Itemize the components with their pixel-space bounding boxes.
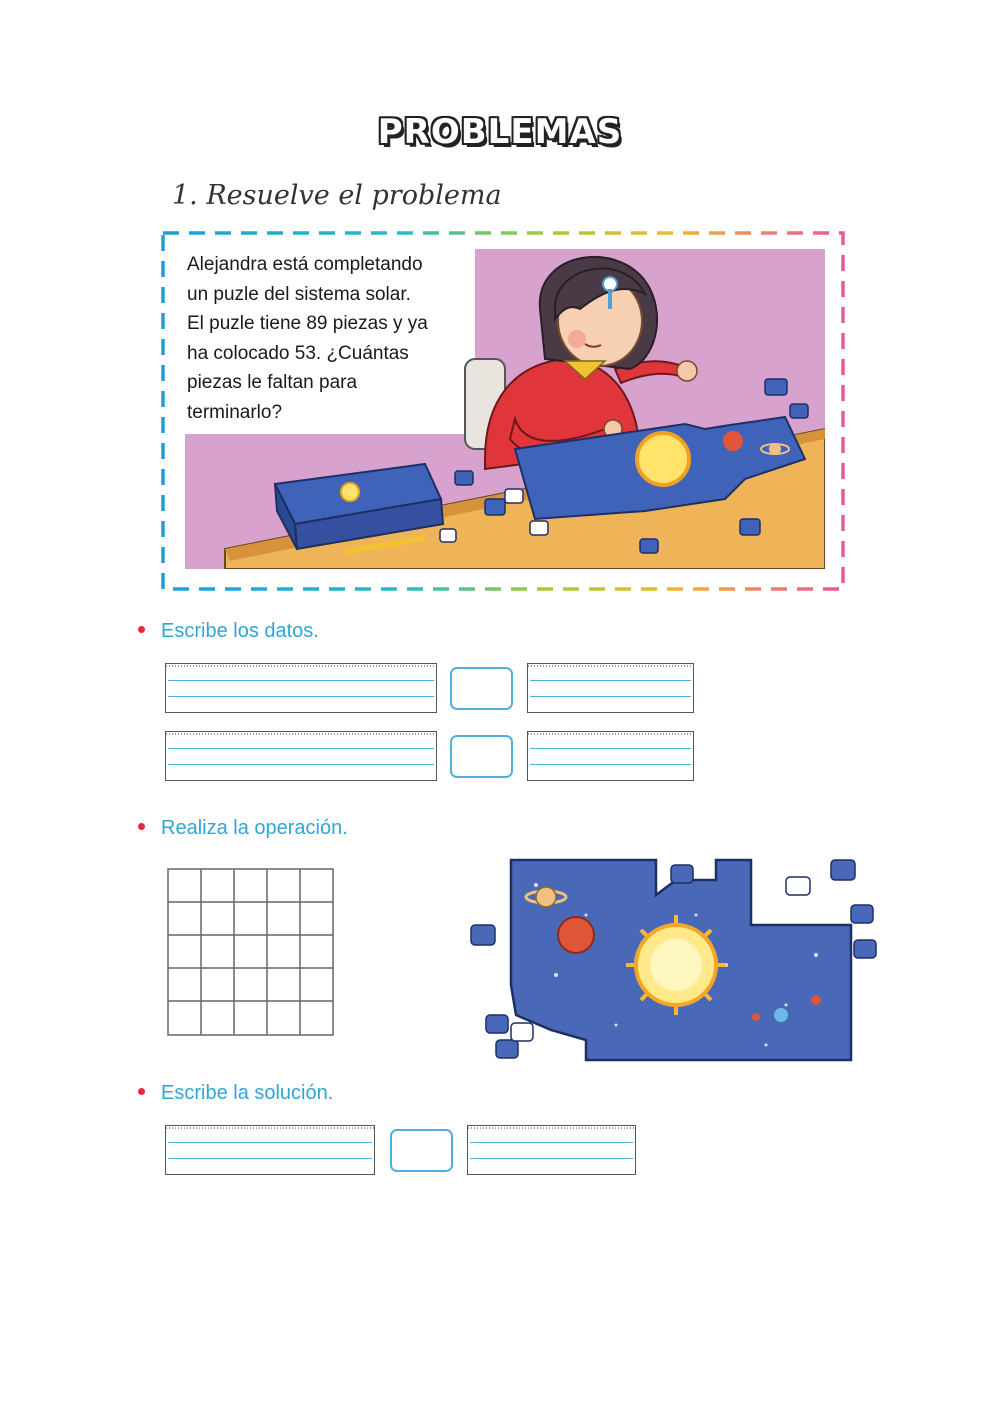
solucion-text-field[interactable]: [165, 1125, 375, 1175]
problem-statement: [187, 250, 472, 427]
problem-line: piezas le faltan para: [187, 372, 358, 393]
red-dot-icon: [138, 823, 145, 830]
operation-grid[interactable]: [167, 868, 335, 1038]
datos-text-field-1[interactable]: [165, 663, 437, 713]
solucion-number-box[interactable]: [390, 1129, 453, 1172]
section-solucion-label: Escribe la solución.: [138, 1082, 333, 1105]
exercise-heading: 1. Resuelve el problema: [172, 180, 502, 211]
datos-text-field-2[interactable]: [165, 731, 437, 781]
datos-number-box-2[interactable]: [450, 735, 513, 778]
problem-line: Alejandra está completando: [187, 254, 423, 275]
datos-unit-field-2[interactable]: [527, 731, 694, 781]
red-dot-icon: [138, 626, 145, 633]
section-datos-label: Escribe los datos.: [138, 620, 319, 643]
problem-line: terminarlo?: [187, 401, 283, 423]
datos-number-box-1[interactable]: [450, 667, 513, 710]
solucion-unit-field[interactable]: [467, 1125, 636, 1175]
datos-unit-field-1[interactable]: [527, 663, 694, 713]
section-operacion-label: Realiza la operación.: [138, 817, 348, 840]
problem-line: ha colocado 53. ¿Cuántas: [187, 342, 409, 364]
problem-line: un puzle del sistema solar.: [187, 283, 411, 305]
solar-system-puzzle-illustration: [466, 855, 886, 1070]
problem-line: El puzle tiene 89 piezas y ya: [187, 313, 428, 334]
page-title: PROBLEMAS: [377, 112, 623, 152]
red-dot-icon: [138, 1088, 145, 1095]
